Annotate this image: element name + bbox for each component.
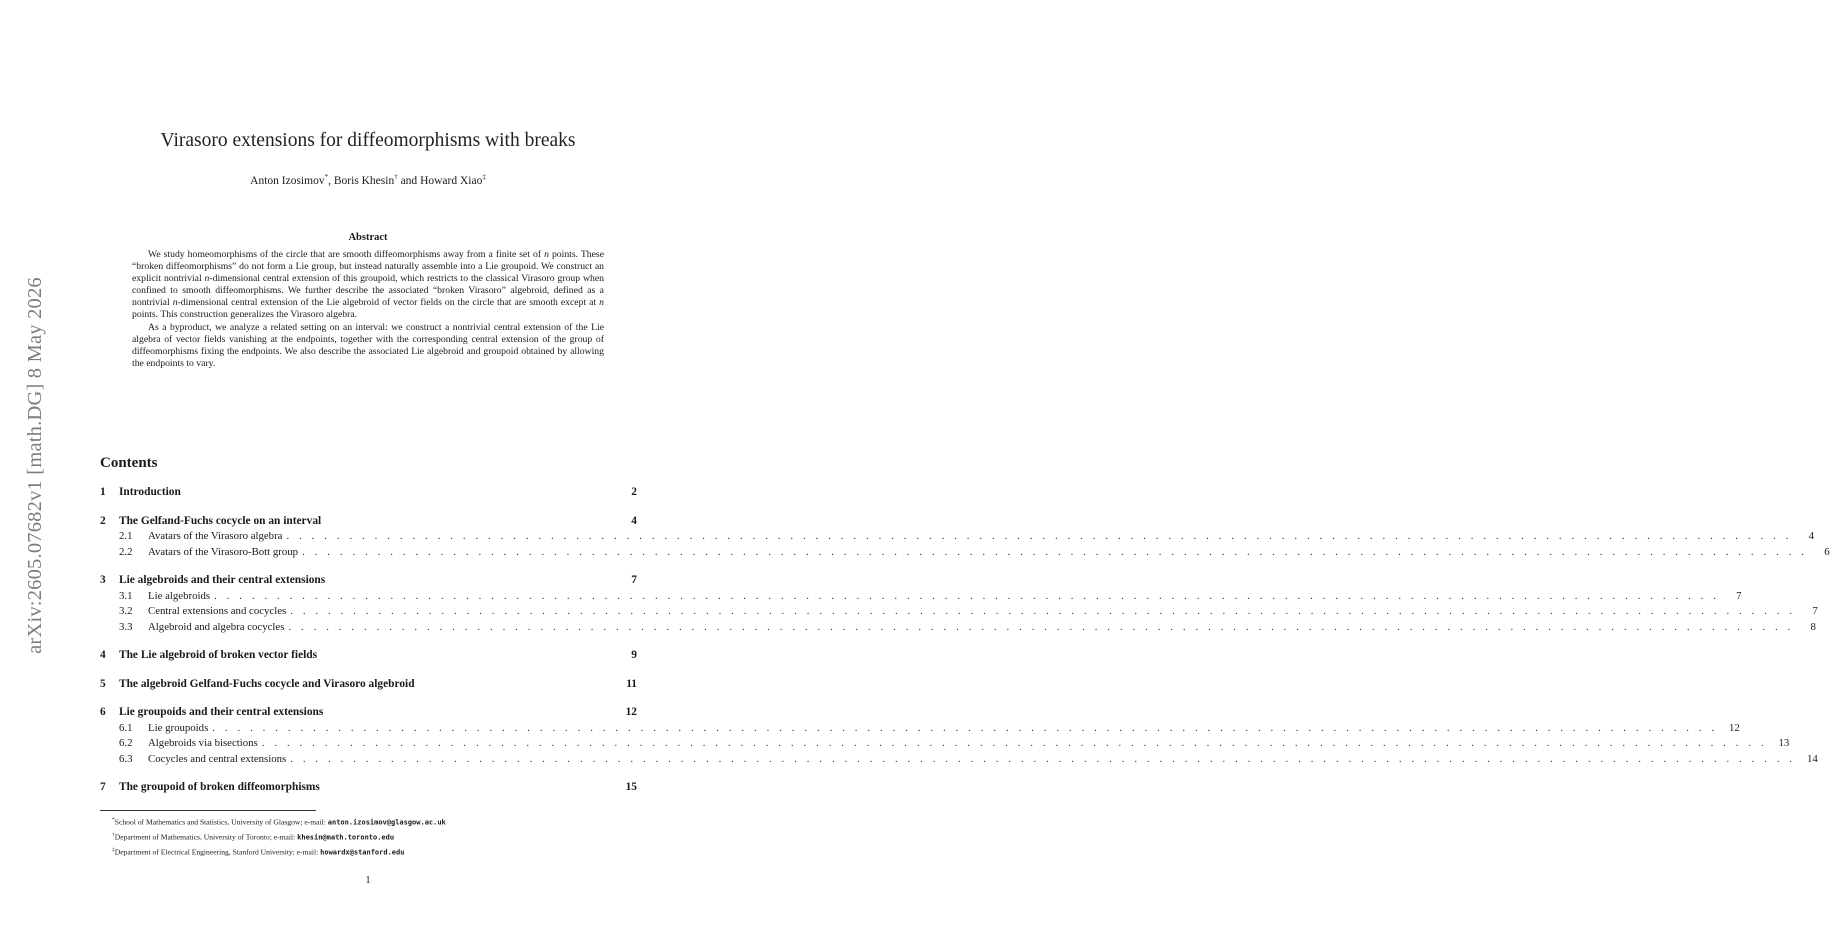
- toc-leader-dots: . . . . . . . . . . . . . . . . . . . . . . . . . . . . . . . . . . . . . . . . . . . . . . . . . . . . . . . . . . . . . . . . . . . . . . . . . . . . . . . . . . . . . . . . . . . . . . . . . . . . . . . . . . . . . . . . . . . . . . . .: [290, 752, 1796, 765]
- footnote-text: School of Mathematics and Statistics, University of Glasgow; e-mail:: [114, 817, 328, 827]
- footnote-email[interactable]: howardx@stanford.edu: [320, 848, 405, 857]
- toc-leader-dots: . . . . . . . . . . . . . . . . . . . . . . . . . . . . . . . . . . . . . . . . . . . . . . . . . . . . . . . . . . . . . . . . . . . . . . . . . . . . . . . . . . . . . . . . . . . . . . . . . . . . . . . . . . . . . . . . . . . . . . . .: [302, 545, 1808, 558]
- arxiv-identifier: [20, 245, 50, 685]
- author-mark: †: [394, 173, 398, 181]
- toc-subentry-page: 8: [1810, 620, 1816, 633]
- toc-entry-page: 12: [625, 706, 637, 718]
- toc-entry-title: The Gelfand-Fuchs cocycle on an interval: [119, 514, 322, 527]
- toc-subentry-title: Algebroids via bisections: [148, 737, 258, 749]
- table-of-contents: [100, 486, 1830, 810]
- footnote-mark: ‡: [112, 847, 115, 854]
- toc-leader-dots: . . . . . . . . . . . . . . . . . . . . . . . . . . . . . . . . . . . . . . . . . . . . . . . . . . . . . . . . . . . . . . . . . . . . . . . . . . . . . . . . . . . . . . . . . . . . . . . . . . . . . . . . . . . . . . . . . . . . . . . .: [290, 605, 1796, 617]
- toc-subentry-title: Central extensions and cocycles: [148, 605, 287, 617]
- footnotes: [112, 814, 446, 859]
- author-separator: ,: [328, 174, 334, 187]
- footnote: [112, 829, 446, 844]
- toc-subentry[interactable]: [100, 605, 1818, 621]
- toc-entry[interactable]: [100, 515, 637, 531]
- toc-entry-page: 11: [626, 677, 637, 690]
- toc-section: [100, 486, 637, 502]
- toc-subentry-number: 3.2: [119, 605, 133, 617]
- toc-entry-title: Lie groupoids and their central extensions: [119, 706, 324, 718]
- toc-leader-dots: . . . . . . . . . . . . . . . . . . . . . . . . . . . . . . . . . . . . . . . . . . . . . . . . . . . . . . . . . . . . . . . . . . . . . . . . . . . . . . . . . . . . . . . . . . . . . . . . . . . . . . . . . . . . . . . . . . . . . . . .: [261, 737, 1768, 749]
- toc-leader-dots: . . . . . . . . . . . . . . . . . . . . . . . . . . . . . . . . . . . . . . . . . . . . . . . . . . . . . . . . . . . . . . . . . . . . . . . . . . . . . . . . . . . . . . . . . . . . . . . . . . . . . . . . . . . . . . . . . . . . . . . .: [214, 589, 1720, 602]
- toc-section: [100, 678, 637, 694]
- toc-subentry-page: 12: [1729, 721, 1740, 734]
- footnote-text: Department of Mathematics, University of Toronto; e-mail:: [114, 832, 298, 842]
- toc-subentry-page: 6: [1824, 545, 1830, 558]
- footnote: [112, 814, 446, 829]
- toc-entry-number: 4: [100, 649, 106, 661]
- toc-subentry-number: 6.2: [119, 737, 133, 749]
- toc-subentry-number: 3.3: [119, 620, 133, 633]
- author-mark: ‡: [482, 173, 486, 181]
- footnote-mark: †: [112, 832, 115, 839]
- toc-subentry-title: Lie algebroids: [148, 589, 211, 602]
- footnote-text: Department of Electrical Engineering, Stanford University; e-mail:: [114, 847, 321, 857]
- toc-leader-dots: . . . . . . . . . . . . . . . . . . . . . . . . . . . . . . . . . . . . . . . . . . . . . . . . . . . . . . . . . . . . . . . . . . . . . . . . . . . . . . . . . . . . . . . . . . . . . . . . . . . . . . . . . . . . . . . . . . . . . . . .: [288, 620, 1794, 633]
- toc-entry-title: Lie algebroids and their central extensions: [119, 574, 326, 586]
- abstract-paragraph: As a byproduct, we analyze a related setting on an interval: we construct a nontrivial central extension of the Lie algebra of vector fields vanishing at the endpoints, together with the corresponding central extension of the group of diffeomorphisms fixing the endpoints. We also describe the associated Lie algebroid and groupoid obtained by allowing the endpoints to vary.: [132, 321, 604, 369]
- toc-entry[interactable]: [100, 649, 637, 665]
- toc-entry[interactable]: [100, 574, 637, 590]
- author-and: and: [397, 174, 421, 187]
- footnote-email[interactable]: khesin@math.toronto.edu: [297, 833, 395, 842]
- toc-section: [100, 514, 1830, 562]
- toc-entry-title: The groupoid of broken diffeomorphisms: [119, 781, 320, 793]
- toc-subentry[interactable]: [100, 737, 1790, 753]
- toc-subentry-title: Lie groupoids: [148, 721, 209, 734]
- toc-subentry[interactable]: [100, 620, 1816, 637]
- author-name: Boris Khesin: [333, 174, 395, 187]
- toc-subentry-page: 14: [1806, 752, 1818, 765]
- toc-entry-number: 5: [100, 677, 106, 690]
- toc-entry-page: 2: [631, 486, 637, 498]
- toc-subentry-number: 6.3: [119, 752, 133, 765]
- toc-entry-title: The algebroid Gelfand-Fuchs cocycle and Virasoro algebroid: [119, 677, 415, 690]
- toc-subentry-title: Cocycles and central extensions: [148, 752, 287, 765]
- author-mark: *: [324, 173, 329, 181]
- toc-subentry-title: Avatars of the Virasoro algebra: [148, 530, 283, 542]
- toc-entry-number: 6: [100, 706, 106, 718]
- toc-section: [100, 706, 1818, 768]
- paper-title: Virasoro extensions for diffeomorphisms with breaks: [160, 130, 576, 151]
- author-list: [100, 173, 636, 187]
- toc-entry[interactable]: [100, 706, 637, 722]
- toc-subentry-page: 4: [1808, 530, 1814, 542]
- toc-subentry-title: Avatars of the Virasoro-Bott group: [148, 545, 299, 558]
- toc-subentry-number: 3.1: [119, 589, 133, 602]
- footnote: [112, 844, 446, 859]
- abstract-paragraph: We study homeomorphisms of the circle that are smooth diffeomorphisms away from a finite set of n points. These “broken diffeomorphisms” do not form a Lie group, but instead naturally assemble into a Lie groupoid. We construct an explicit nontrivial n-dimensional central extension of this groupoid, which restricts to the classical Virasoro group when confined to smooth diffeomorphisms. We further describe the associated “broken Virasoro” algebroid, defined as a nontrivial n-dimensional central extension of the Lie algebroid of vector fields on the circle that are smooth except at n points. This construction generalizes the Virasoro algebra.: [132, 249, 605, 321]
- contents-heading: Contents: [100, 455, 158, 471]
- footnote-email[interactable]: anton.izosimov@glasgow.ac.uk: [327, 818, 446, 827]
- toc-leader-dots: . . . . . . . . . . . . . . . . . . . . . . . . . . . . . . . . . . . . . . . . . . . . . . . . . . . . . . . . . . . . . . . . . . . . . . . . . . . . . . . . . . . . . . . . . . . . . . . . . . . . . . . . . . . . . . . . . . . . . . . .: [286, 530, 1792, 542]
- toc-subentry-page: 7: [1812, 605, 1818, 617]
- toc-subentry[interactable]: [100, 530, 1814, 546]
- toc-subentry-number: 2.2: [119, 545, 133, 558]
- toc-section: [100, 781, 637, 797]
- author-name: Anton Izosimov: [250, 174, 325, 187]
- abstract-heading: Abstract: [348, 232, 388, 243]
- toc-entry[interactable]: [100, 781, 637, 797]
- toc-entry-number: 2: [100, 514, 106, 527]
- toc-entry-page: 9: [631, 649, 637, 661]
- toc-entry-number: 7: [100, 781, 106, 793]
- toc-subentry-number: 2.1: [119, 530, 133, 542]
- abstract-body: [132, 249, 604, 370]
- toc-entry-page: 15: [625, 781, 637, 793]
- toc-subentry[interactable]: [100, 721, 1740, 738]
- toc-leader-dots: . . . . . . . . . . . . . . . . . . . . . . . . . . . . . . . . . . . . . . . . . . . . . . . . . . . . . . . . . . . . . . . . . . . . . . . . . . . . . . . . . . . . . . . . . . . . . . . . . . . . . . . . . . . . . . . . . . . . . . . .: [212, 721, 1718, 734]
- toc-entry[interactable]: [100, 678, 637, 694]
- page-number: 1: [365, 875, 371, 886]
- toc-entry-page: 7: [631, 574, 637, 586]
- toc-subentry[interactable]: [100, 752, 1818, 769]
- toc-entry-number: 1: [100, 486, 106, 498]
- footnote-mark: *: [112, 817, 115, 823]
- arxiv-identifier-text: arXiv:2605.07682v1 [math.DG] 8 May 2026: [23, 276, 46, 654]
- toc-entry-number: 3: [100, 574, 106, 586]
- toc-section: [100, 649, 637, 665]
- toc-subentry-page: 13: [1778, 737, 1790, 749]
- toc-entry-page: 4: [631, 514, 637, 527]
- toc-section: [100, 574, 1818, 636]
- toc-subentry-number: 6.1: [119, 721, 133, 734]
- toc-subentry-page: 7: [1736, 589, 1742, 602]
- toc-entry[interactable]: [100, 486, 637, 502]
- toc-entry-title: The Lie algebroid of broken vector fields: [119, 649, 318, 661]
- toc-subentry-title: Algebroid and algebra cocycles: [148, 620, 285, 633]
- toc-entry-title: Introduction: [119, 486, 181, 498]
- toc-subentry[interactable]: [100, 589, 1742, 606]
- footnote-rule: [100, 810, 316, 811]
- toc-subentry[interactable]: [100, 545, 1830, 562]
- author-name: Howard Xiao: [420, 174, 483, 187]
